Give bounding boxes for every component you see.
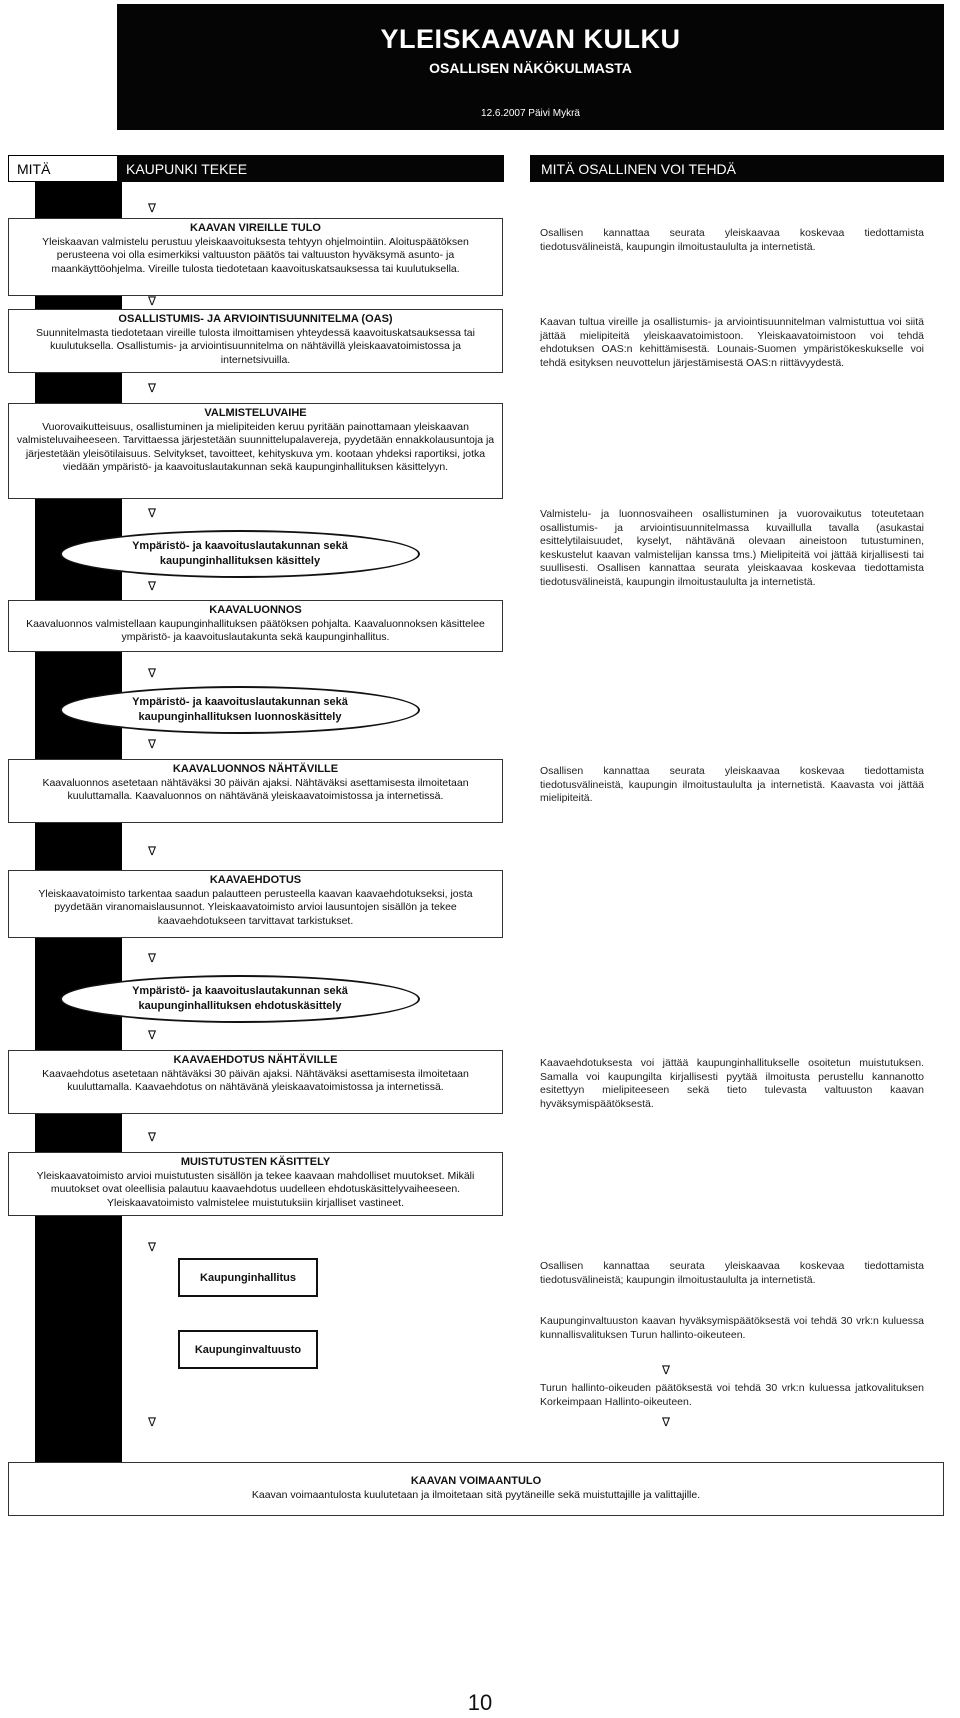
step-text: Kaavaluonnos asetetaan nähtäväksi 30 päivän ajaksi. Nähtäväksi asettamisesta ilmoitetaan kuuluttamalla. Kaavaluonnos on nähtävänä yleiskaavatoimistossa ja internetissä. bbox=[42, 776, 469, 802]
step-valmistelu bbox=[8, 403, 503, 499]
step-luonnos bbox=[8, 600, 503, 652]
ellipse-line: Ympäristö- ja kaavoituslautakunnan sekä bbox=[132, 696, 348, 708]
osallinen-text-8: Turun hallinto-oikeuden päätöksestä voi tehdä 30 vrk:n kuluessa jatkovalituksen Korkeimpaan Hallinto-oikeuteen. bbox=[540, 1382, 924, 1408]
arrow-down-icon: ∇ bbox=[148, 844, 157, 858]
page-number: 10 bbox=[467, 1690, 493, 1715]
step-ehdotus bbox=[8, 870, 503, 938]
arrow-down-icon: ∇ bbox=[148, 506, 157, 520]
kaupunginvaltuusto-box: Kaupunginvaltuusto bbox=[178, 1330, 318, 1369]
step-vireille bbox=[8, 218, 503, 296]
osallinen-text-7: Kaupunginvaltuuston kaavan hyväksymispäätöksestä voi tehdä 30 vrk:n kuluessa kunnallisvalituksen Turun hallinto-oikeuteen. bbox=[540, 1315, 924, 1341]
arrow-down-icon: ∇ bbox=[148, 294, 157, 308]
step-title: KAAVAN VIREILLE TULO bbox=[190, 222, 321, 234]
arrow-down-icon: ∇ bbox=[148, 951, 157, 965]
kasittely-ellipse-3 bbox=[60, 975, 420, 1023]
column-header-kaupunki: KAUPUNKI TEKEE bbox=[117, 155, 504, 182]
step-title: OSALLISTUMIS- JA ARVIOINTISUUNNITELMA (OAS) bbox=[118, 313, 393, 325]
document-subtitle: OSALLISEN NÄKÖKULMASTA bbox=[429, 60, 632, 76]
step-ehdotus-nahtaville bbox=[8, 1050, 503, 1114]
step-title: VALMISTELUVAIHE bbox=[204, 407, 307, 419]
ellipse-line: kaupunginhallituksen ehdotuskäsittely bbox=[138, 1000, 342, 1012]
osallinen-text-3: Valmistelu- ja luonnosvaiheen osallistuminen ja vuorovaikutus toteutetaan osallistumis- ja arviointisuunnitelmassa kuvaillulla tavalla (asukastai esittelytilaisuudet, kyselyt, nähtävänä olevaan aineistoon tutustuminen, keskustelut kaavan valmistelijan kanssa tms.) Mielipiteitä voi jättää kirjallisesti tai suullisesti. Osallisen kannattaa seurata yleiskaavaa koskevaa tiedottamista tiedotusvälineistä, kaupungin ilmoitustaululta ja internetistä. bbox=[540, 508, 924, 588]
step-text: Vuorovaikutteisuus, osallistuminen ja mielipiteiden keruu pyritään painottamaan yleiskaavan valmisteluvaiheeseen. Tarvittaessa järjestetään suunnittelupalavereja, pyydetään ennakkolausuntoja ja järjestetään yleisötilaisuus. Selvitykset, tavoitteet, kehityskuva ym. kootaan yhdeksi raportiksi, jotka viedään ympäristö- ja kaavoituslautakunnan sekä kaupunginhallituksen käsittelyyn. bbox=[16, 420, 495, 473]
arrow-down-icon: ∇ bbox=[148, 201, 157, 215]
step-title: KAAVAEHDOTUS NÄHTÄVILLE bbox=[173, 1054, 338, 1066]
arrow-down-icon: ∇ bbox=[148, 381, 157, 395]
step-title: KAAVALUONNOS bbox=[209, 604, 302, 616]
step-text: Suunnitelmasta tiedotetaan vireille tulosta ilmoittamisen yhteydessä kaavoituskatsauksessa tai kuulutuksella. Osallistumis- ja arviointisuunnitelma on nähtävillä yleiskaavatoimistossa ja internetsivuilla. bbox=[36, 326, 475, 366]
kasittely-ellipse-1 bbox=[60, 530, 420, 578]
document-header bbox=[117, 4, 944, 130]
arrow-down-icon: ∇ bbox=[148, 579, 157, 593]
step-oas bbox=[8, 309, 503, 373]
ellipse-line: kaupunginhallituksen käsittely bbox=[159, 555, 321, 567]
osallinen-text-6: Osallisen kannattaa seurata yleiskaavaa koskevaa tiedottamista tiedotusvälineistä; kaupungin ilmoitustaululta ja internetistä. bbox=[540, 1260, 924, 1286]
kasittely-ellipse-2 bbox=[60, 686, 420, 734]
document-title: YLEISKAAVAN KULKU bbox=[380, 24, 681, 54]
arrow-down-icon: ∇ bbox=[662, 1415, 671, 1429]
column-header-mita: MITÄ bbox=[8, 155, 118, 182]
arrow-down-icon: ∇ bbox=[148, 737, 157, 751]
ellipse-line: Ympäristö- ja kaavoituslautakunnan sekä bbox=[132, 985, 348, 997]
kaupunginhallitus-box: Kaupunginhallitus bbox=[178, 1258, 318, 1297]
date-author: 12.6.2007 Päivi Mykrä bbox=[481, 108, 580, 119]
step-text: Yleiskaavan valmistelu perustuu yleiskaavoituksesta tehtyyn ohjelmointiin. Aloituspäätöksen perusteena voi olla esimerkiksi valtuuston päätös tai valtuuston hyväksymä asunto- ja maankäyttöohjelma. Vireille tulosta tiedotetaan kaavoituskatsauksessa tai kuulutuksella. bbox=[42, 235, 469, 275]
osallinen-text-4: Osallisen kannattaa seurata yleiskaavaa koskevaa tiedottamista tiedotusvälineistä, kaupungin ilmoitustaululta ja internetistä. Kaavasta voi jättää mielipiteitä. bbox=[540, 765, 924, 804]
step-muistutukset bbox=[8, 1152, 503, 1216]
step-title: KAAVAEHDOTUS bbox=[209, 874, 302, 886]
ellipse-line: Ympäristö- ja kaavoituslautakunnan sekä bbox=[132, 540, 348, 552]
arrow-down-icon: ∇ bbox=[148, 1415, 157, 1429]
arrow-down-icon: ∇ bbox=[148, 1130, 157, 1144]
step-title: KAAVALUONNOS NÄHTÄVILLE bbox=[172, 763, 339, 775]
step-voimaantulo bbox=[8, 1462, 944, 1516]
step-luonnos-nahtaville bbox=[8, 759, 503, 823]
step-text: Kaavan voimaantulosta kuulutetaan ja ilmoitetaan sitä pyytäneille sekä muistuttajille ja valittajille. bbox=[251, 1488, 701, 1501]
arrow-down-icon: ∇ bbox=[148, 1028, 157, 1042]
step-text: Kaavaehdotus asetetaan nähtäväksi 30 päivän ajaksi. Nähtäväksi asettamisesta ilmoitetaan kuuluttamalla. Kaavaehdotus on nähtävänä yleiskaavatoimistossa ja internetissä. bbox=[42, 1067, 469, 1093]
step-title: MUISTUTUSTEN KÄSITTELY bbox=[180, 1156, 331, 1168]
osallinen-text-5: Kaavaehdotuksesta voi jättää kaupunginhallitukselle osoitetun muistutuksen. Samalla voi kaupungilta kirjallisesti pyytää ilmoitusta perustellu kannanotto esitettyyn mielipiteeseen sekä tieto tulevasta valtuuston kaavan hyväksymispäätöksestä. bbox=[540, 1057, 924, 1110]
step-text: Yleiskaavatoimisto arvioi muistutusten sisällön ja tekee kaavaan mahdolliset muutokset. Mikäli muutokset ovat oleellisia palautuu kaavaehdotus uudelleen ehdotuskäsittelyvaiheeseen. Yleiskaavatoimisto valmistelee muistutuksiin kirjalliset vastineet. bbox=[36, 1169, 475, 1209]
column-header-osallinen: MITÄ OSALLINEN VOI TEHDÄ bbox=[530, 155, 944, 182]
arrow-down-icon: ∇ bbox=[148, 1240, 157, 1254]
osallinen-text-2: Kaavan tultua vireille ja osallistumis- ja arviointisuunnitelman valmistuttua voi siitä jättää mielipiteitä yleiskaavatoimistoon. Yleiskaavatoimistoon voi tehdä ehdotuksen OAS:n kehittämisestä. Lounais-Suomen ympäristökeskukselle voi tehdä esityksen neuvottelun järjestämisestä OAS:n riittävyydestä. bbox=[540, 316, 924, 369]
osallinen-text-1: Osallisen kannattaa seurata yleiskaavaa koskevaa tiedottamista tiedotusvälineistä, kaupungin ilmoitustaululta ja internetistä. bbox=[540, 227, 924, 253]
step-title: KAAVAN VOIMAANTULO bbox=[410, 1475, 542, 1487]
arrow-down-icon: ∇ bbox=[662, 1363, 671, 1377]
arrow-down-icon: ∇ bbox=[148, 666, 157, 680]
step-text: Kaavaluonnos valmistellaan kaupunginhallituksen päätöksen pohjalta. Kaavaluonnoksen käsittelee ympäristö- ja kaavoituslautakunta sekä kaupunginhallitus. bbox=[26, 617, 485, 643]
step-text: Yleiskaavatoimisto tarkentaa saadun palautteen perusteella kaavan kaavaehdotukseksi, josta pyydetään viranomaislausunnot. Yleiskaavatoimisto arvioi lausuntojen sisällön ja tekee kaavaehdotukseen tarvittavat tarkistukset. bbox=[38, 887, 473, 927]
ellipse-line: kaupunginhallituksen luonnoskäsittely bbox=[138, 711, 342, 723]
